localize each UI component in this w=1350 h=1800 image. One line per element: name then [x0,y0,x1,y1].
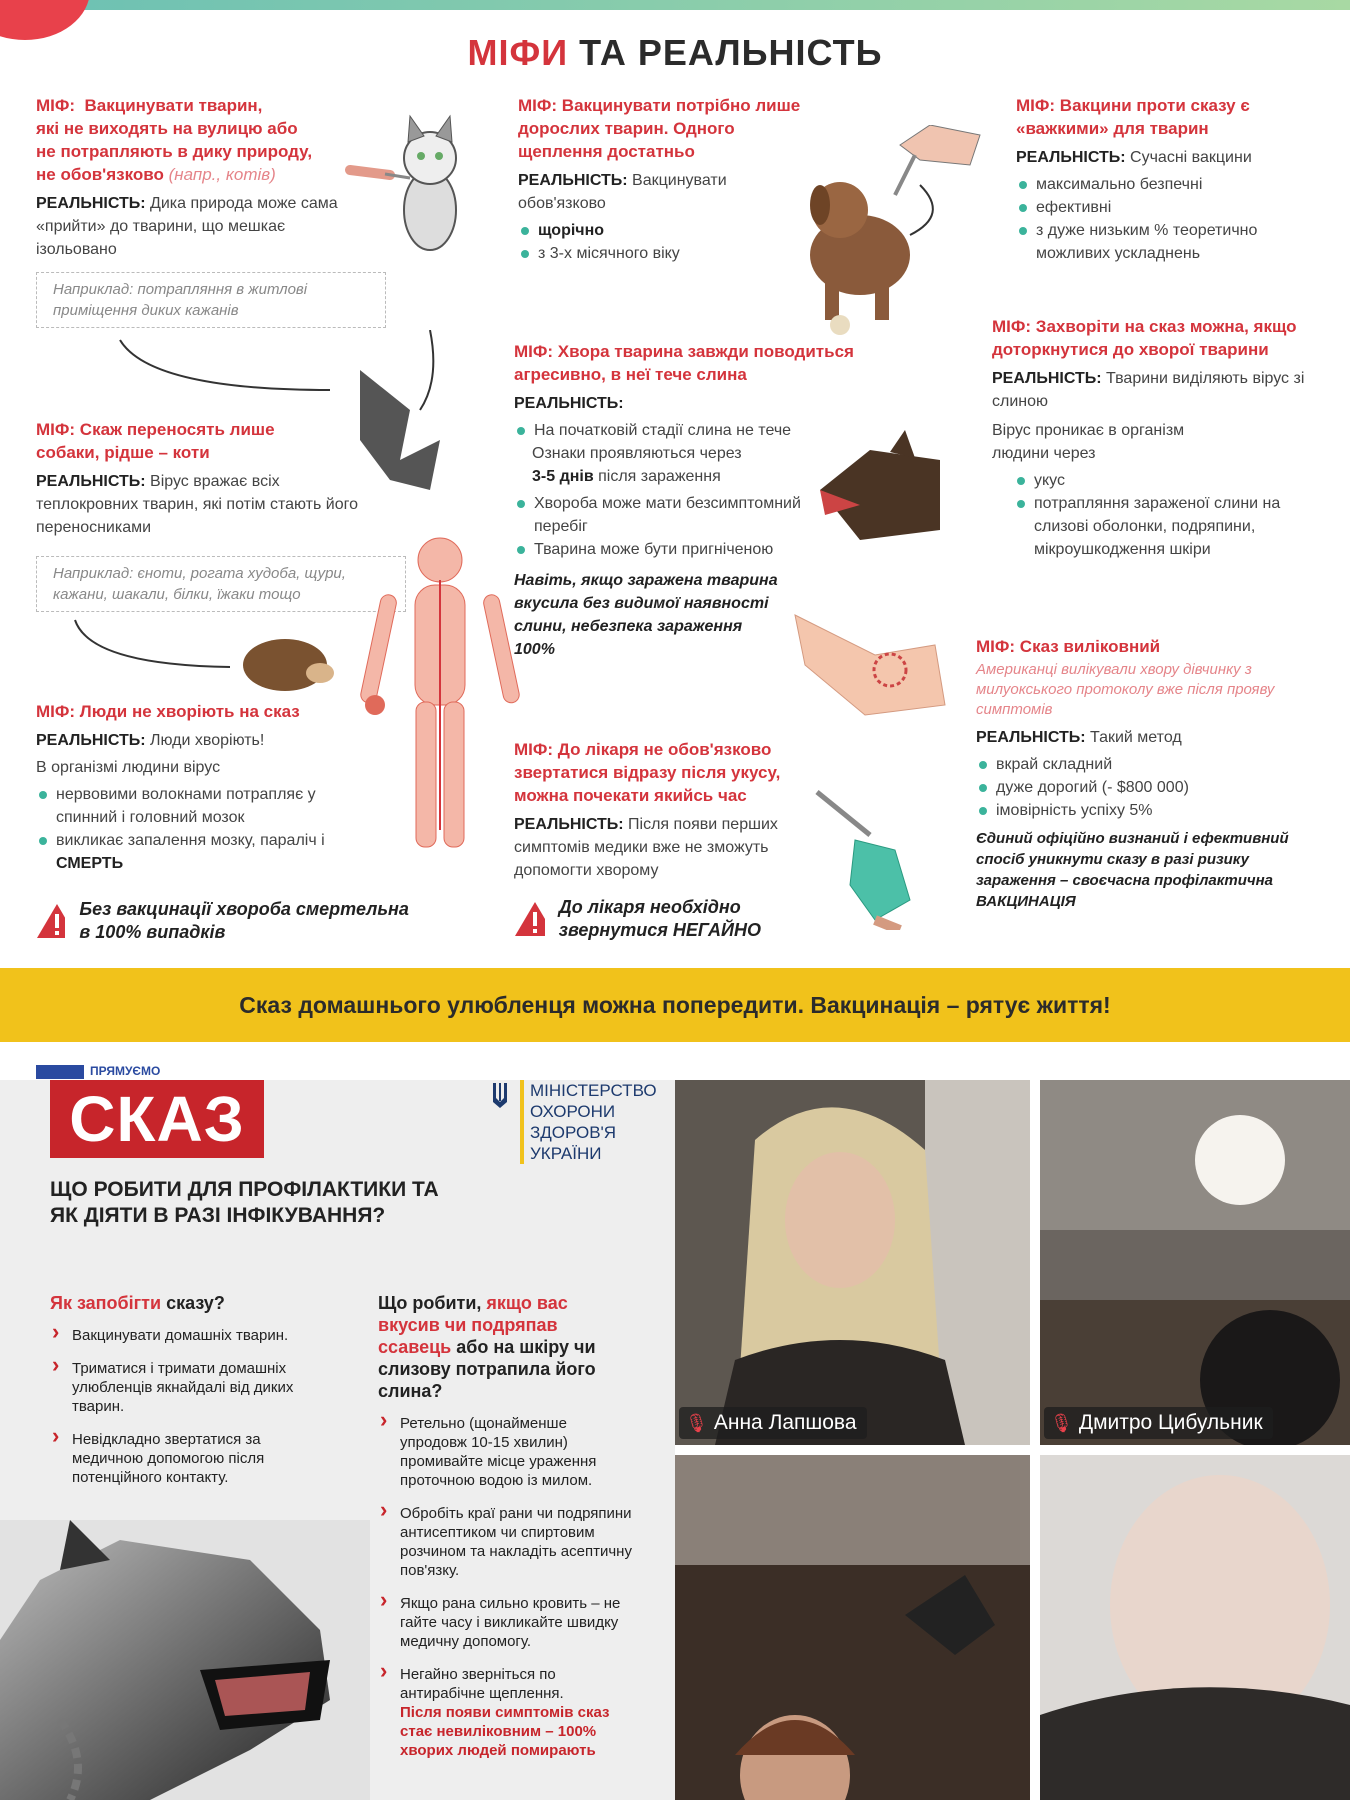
trident-icon [490,1080,510,1110]
list-item: імовірність успіху 5% [976,799,1321,822]
myth-6-sub: Вірус проникає в організм людини через [992,422,1185,462]
list-item: › Якщо рана сильно кровить – не гайте часу і викликайте швидку медичну допомогу. [378,1594,633,1651]
myth-5-sub: Ознаки проявляються через 3-5 днів після зараження [532,445,742,485]
myth-9-list [976,753,1321,822]
list-item: Тварина може бути пригніченою [514,538,814,561]
ministry-name: МІНІСТЕРСТВО ОХОРОНИ ЗДОРОВ'Я УКРАЇНИ [520,1080,657,1164]
myth-8-warning: До лікаря необхідно звернутися НЕГАЙНО [514,896,844,942]
myth-2 [518,94,818,265]
list-item: Хвороба може мати безсимптомний перебіг [514,492,814,538]
myth-5-note: Навіть, якщо заражена тварина вкусила без видимої наявності слини, небезпека зараження 100% [514,572,778,658]
myth-3-text: МІФ: Вакцини проти сказу є «важкими» для тварин [1016,96,1250,138]
myth-7-text: МІФ: Люди не хворіють на сказ [36,702,300,721]
participant-tile-1[interactable] [675,1080,1030,1445]
list-item: › Вакцинувати домашніх тварин. [50,1326,310,1345]
myth-2-list [518,219,818,265]
list-item: › Невідкладно звертатися за медичною допомогою після потенційного контакту. [50,1430,310,1487]
leaflet-actions [378,1292,633,1774]
glove-syringe-illustration [815,790,935,930]
participant-namebar-1 [679,1407,867,1439]
myth-8 [514,738,834,882]
myth-9-final: Єдиний офіційно визнаний і ефективний спосіб уникнути сказу в разі ризику зараження – своєчасна профілактична ВАКЦИНАЦІЯ [976,830,1289,910]
actions-list [378,1414,633,1760]
list-item: › Негайно зверніться по антирабічне щеплення. Після появи симптомів сказ стає невиліковним – 100% хворих людей помирають [378,1665,633,1760]
myth-1 [36,94,356,261]
rabies-leaflet [0,1080,675,1800]
poster-title: МІФИ ТА РЕАЛЬНІСТЬ [467,32,883,73]
participant-video-4 [1040,1455,1350,1800]
participant-video-3 [675,1455,1030,1800]
participant-tile-4[interactable] [1040,1455,1350,1800]
myth-5-text: МІФ: Хвора тварина завжди поводиться агресивно, в неї тече слина [514,342,854,384]
list-item: укус [1014,469,1322,492]
myth-1-reality: РЕАЛЬНІСТЬ: Дика природа може сама «прийти» до тварини, що мешкає ізольовано [36,195,338,258]
human-nervous-system-illustration [360,530,520,855]
myth-9-text: МІФ: Сказ виліковний [976,637,1161,656]
mic-muted-icon: 🎙 [685,1412,708,1433]
myth-2-reality: РЕАЛЬНІСТЬ: Вакцинувати обов'язково [518,172,727,212]
myth-9-note: Американці вилікували хвору дівчинку з милуокського протоколу вже після прояву симптомів [976,661,1275,718]
warning-icon [514,900,545,938]
participant-name: Дмитро Цибульник [1078,1411,1263,1434]
list-item: На початковій стадії слина не тече [514,419,914,442]
myth-2-text: МІФ: Вакцинувати потрібно лише дорослих тварин. Одного щеплення достатньо [518,96,801,161]
list-item: › Ретельно (щонайменше упродовж 10-15 хвилин) промивайте місце ураження проточною водою із милом. [378,1414,633,1490]
leaflet-headline: ЩО РОБИТИ ДЛЯ ПРОФІЛАКТИКИ ТА ЯК ДІЯТИ В РАЗІ ІНФІКУВАННЯ? [50,1178,439,1227]
mic-muted-icon: 🎙 [1050,1412,1073,1433]
participant-tile-2[interactable] [1040,1080,1350,1445]
participant-video-2 [1040,1080,1350,1445]
myth-7-list [36,783,376,875]
participant-namebar-2 [1044,1407,1273,1439]
myth-5-list-2 [514,492,814,561]
myth-4-text: МІФ: Скаж переносять лише собаки, рідше – коти [36,420,275,462]
prevention-list [50,1326,310,1487]
list-item: викликає запалення мозку, параліч і СМЕРТЬ [36,829,376,875]
myth-4-reality: РЕАЛЬНІСТЬ: Вірус вражає всіх теплокровних тварин, які потім стають його переносниками [36,473,358,536]
participant-video-1 [675,1080,1030,1445]
myth-6-list [992,469,1322,561]
myth-3-list [1016,173,1316,265]
myth-3 [1016,94,1316,265]
myth-1-text: МІФ: Вакцинувати тварин, які не виходять на вулицю або не потрапляють в дику природу, не обов'язково (напр., котів) [36,96,313,184]
rabid-dog-photo [0,1520,370,1800]
dog-vaccination-illustration [780,125,1000,345]
myth-9 [976,635,1321,912]
myth-7-sub: В організмі людини вірус [36,759,221,776]
myth-7-warning: Без вакцинації хвороба смертельна в 100% випадків [36,898,416,944]
list-item: потрапляння зараженої слини на слизові оболонки, подряпини, мікроушкодження шкіри [1014,492,1322,561]
list-item: щорічно [518,219,818,242]
eu-logo: ПРЯМУЄМО [36,1064,160,1079]
list-item: з дуже низьким % теоретично можливих ускладнень [1016,219,1316,265]
participant-tile-3[interactable] [675,1455,1030,1800]
warning-icon [36,902,65,940]
actions-title: Що робити, якщо вас вкусив чи подряпав ссавець або на шкіру чи слизову потрапила його слина? [378,1293,596,1401]
list-item: › Обробіть краї рани чи подряпини антисептиком чи спиртовим розчином та накладіть асептичну пов'язку. [378,1504,633,1580]
myth-6-reality: РЕАЛЬНІСТЬ: Тварини виділяють вірус зі слиною [992,370,1305,410]
myth-5-reality: РЕАЛЬНІСТЬ: [514,395,624,412]
myth-8-reality: РЕАЛЬНІСТЬ: Після появи перших симптомів медики вже не зможуть допомогти хворому [514,816,778,879]
myth-7 [36,700,376,875]
hedgehog-illustration [70,615,350,695]
prevention-title: Як запобігти сказу? [50,1293,225,1313]
cat-vaccination-illustration [330,100,480,260]
list-item: › Триматися і тримати домашніх улюбленців якнайдалі від диких тварин. [50,1359,310,1416]
myth-6 [992,315,1322,561]
list-item: ефективні [1016,196,1316,219]
ministry-logo [490,1080,657,1164]
myth-4-example: Наприклад: єноти, рогата худоба, щури, кажани, шакали, білки, їжаки тощо [36,556,406,612]
participant-name: Анна Лапшова [713,1411,857,1434]
aggressive-dog-illustration [800,430,950,550]
list-item: вкрай складний [976,753,1321,776]
bitten-hand-illustration [785,595,955,725]
leaflet-badge: СКАЗ [50,1080,264,1158]
myth-7-reality: РЕАЛЬНІСТЬ: Люди хворіють! [36,732,265,749]
list-item: з 3-х місячного віку [518,242,818,265]
myth-8-text: МІФ: До лікаря не обов'язково звертатися відразу після укусу, можна почекати якийсь час [514,740,781,805]
myth-6-text: МІФ: Захворіти на сказ можна, якщо доторкнутися до хворої тварини [992,317,1297,359]
myth-3-reality: РЕАЛЬНІСТЬ: Сучасні вакцини [1016,149,1252,166]
myth-1-example: Наприклад: потрапляння в житлові приміщення диких кажанів [36,272,386,328]
leaflet-prevention [50,1292,310,1501]
list-item: максимально безпечні [1016,173,1316,196]
list-item: нервовими волокнами потрапляє у спинний і головний мозок [36,783,376,829]
list-item: дуже дорогий (- $800 000) [976,776,1321,799]
poster-footer-banner: Сказ домашнього улюбленця можна попередити. Вакцинація – рятує життя! [0,968,1350,1042]
poster-top-bar [0,0,1350,10]
myth-4 [36,418,396,539]
myth-9-reality: РЕАЛЬНІСТЬ: Такий метод [976,729,1182,746]
